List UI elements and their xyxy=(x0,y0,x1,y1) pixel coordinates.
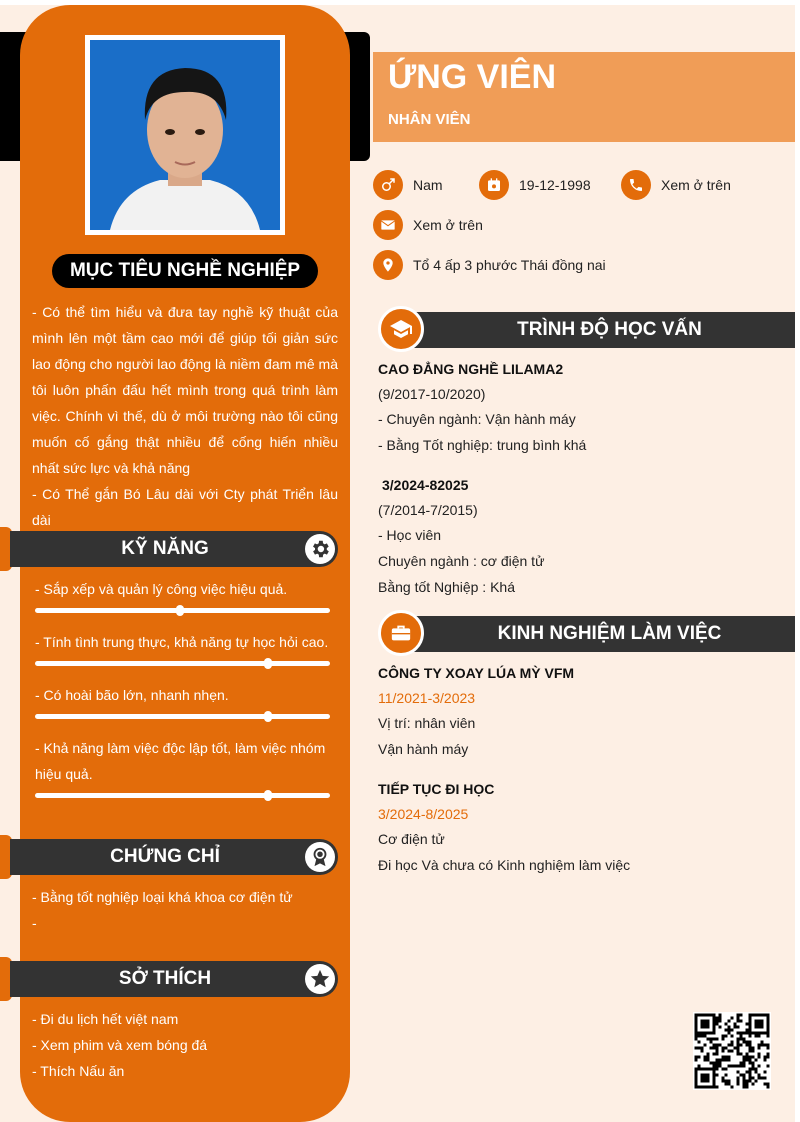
experience-detail: Vị trí: nhân viên xyxy=(378,715,476,731)
education-period: (9/2017-10/2020) xyxy=(378,386,486,402)
skill-level-knob xyxy=(264,658,272,669)
experience-company: TIẾP TỤC ĐI HỌC xyxy=(378,781,495,797)
location-pin-icon xyxy=(373,250,403,280)
certificates-list xyxy=(32,884,338,936)
contact-gender xyxy=(373,170,443,200)
certificates-heading-bar xyxy=(10,839,338,875)
skill-item: - Có hoài bão lớn, nhanh nhẹn. xyxy=(35,687,229,703)
objective-paragraph: - Có Thể gắn Bó Lâu dài với Cty phát Triển lâu dài xyxy=(32,486,338,528)
experience-detail: Đi học Và chưa có Kinh nghiệm làm việc xyxy=(378,857,631,873)
gender-icon xyxy=(373,170,403,200)
skill-level-bar xyxy=(35,661,330,666)
education-detail: - Bằng Tốt nghiệp: trung bình khá xyxy=(378,437,587,453)
star-icon xyxy=(305,964,335,994)
experience-detail: Vận hành máy xyxy=(378,741,469,757)
education-school: CAO ĐẲNG NGHỀ LILAMA2 xyxy=(378,361,564,377)
objective-paragraph: - Có thể tìm hiểu và đưa tay nghề kỹ thuật của mình lên một tầm cao mới để giúp tối giản sức lao động cho người lao động là niềm đam mê mà tôi luôn phấn đấu hết mình trong quá trình làm việc. Chính vì thế, dù ở môi trường nào tôi cũng muốn cố gắng thật nhiều để cống hiến nhiều nhất sức lực và khả năng xyxy=(32,304,338,476)
phone-value: Xem ở trên xyxy=(661,177,731,193)
certificates-heading: CHỨNG CHỈ xyxy=(110,846,220,867)
certificate-item: - Bằng tốt nghiệp loại khá khoa cơ điện tử xyxy=(32,889,293,905)
skill-level-knob xyxy=(264,790,272,801)
phone-icon xyxy=(621,170,651,200)
education-heading: TRÌNH ĐỘ HỌC VẤN xyxy=(517,319,702,340)
email-value: Xem ở trên xyxy=(413,217,483,233)
contact-email xyxy=(373,210,483,240)
birthday-value: 19-12-1998 xyxy=(519,177,591,193)
hobby-item: - Xem phim và xem bóng đá xyxy=(32,1037,208,1053)
education-school: 3/2024-82025 xyxy=(382,477,469,493)
objective-heading: MỤC TIÊU NGHỀ NGHIỆP xyxy=(52,254,318,288)
hobbies-heading: SỞ THÍCH xyxy=(118,968,212,989)
address-value: Tổ 4 ấp 3 phước Thái đồng nai xyxy=(413,257,606,273)
profile-photo-frame xyxy=(85,35,285,235)
education-heading-bar xyxy=(378,306,795,356)
gender-value: Nam xyxy=(413,177,443,193)
candidate-name: ỨNG VIÊN xyxy=(388,58,557,96)
experience-heading: KINH NGHIỆM LÀM VIỆC xyxy=(497,623,722,644)
education-detail: - Chuyên ngành: Vận hành máy xyxy=(378,411,576,427)
skill-level-bar xyxy=(35,608,330,613)
experience-period: 11/2021-3/2023 xyxy=(378,690,476,706)
education-detail: Chuyên ngành : cơ điện tử xyxy=(378,553,545,569)
education-detail: - Học viên xyxy=(378,527,442,543)
skill-item: - Sắp xếp và quản lý công việc hiệu quả. xyxy=(35,581,288,597)
certificate-item: - xyxy=(32,915,37,931)
experience-detail: Cơ điện tử xyxy=(378,831,445,847)
skill-level-knob xyxy=(176,605,184,616)
skills-heading: KỸ NĂNG xyxy=(121,538,209,559)
education-period: (7/2014-7/2015) xyxy=(378,502,478,518)
gear-icon xyxy=(305,534,335,564)
skills-heading-bar xyxy=(10,531,338,567)
contact-phone xyxy=(621,170,731,200)
graduation-cap-icon xyxy=(378,306,424,352)
cv-page xyxy=(0,5,795,1122)
education-detail: Bằng tốt Nghiệp : Khá xyxy=(378,579,515,595)
qr-code xyxy=(693,1012,771,1090)
hobby-item: - Đi du lịch hết việt nam xyxy=(32,1011,179,1027)
briefcase-icon xyxy=(378,610,424,656)
name-header xyxy=(373,52,795,142)
calendar-icon xyxy=(479,170,509,200)
contact-birthday xyxy=(479,170,591,200)
candidate-title: NHÂN VIÊN xyxy=(388,111,471,128)
skill-level-knob xyxy=(264,711,272,722)
hobbies-heading-bar xyxy=(10,961,338,997)
experience-company: CÔNG TY XOAY LÚA MỲ VFM xyxy=(378,665,575,681)
contact-address xyxy=(373,250,606,280)
hobby-item: - Thích Nấu ăn xyxy=(32,1063,125,1079)
skill-item: - Tính tình trung thực, khả năng tự học hỏi cao. xyxy=(35,634,329,650)
objective-text xyxy=(32,299,338,533)
skill-item: - Khả năng làm việc độc lập tốt, làm việc nhóm hiệu quả. xyxy=(35,740,326,782)
skill-level-bar xyxy=(35,714,330,719)
profile-photo xyxy=(90,40,280,230)
skill-level-bar xyxy=(35,793,330,798)
mail-icon xyxy=(373,210,403,240)
experience-heading-bar xyxy=(378,610,795,660)
hobbies-list xyxy=(32,1006,338,1084)
experience-period: 3/2024-8/2025 xyxy=(378,806,469,822)
award-icon xyxy=(305,842,335,872)
